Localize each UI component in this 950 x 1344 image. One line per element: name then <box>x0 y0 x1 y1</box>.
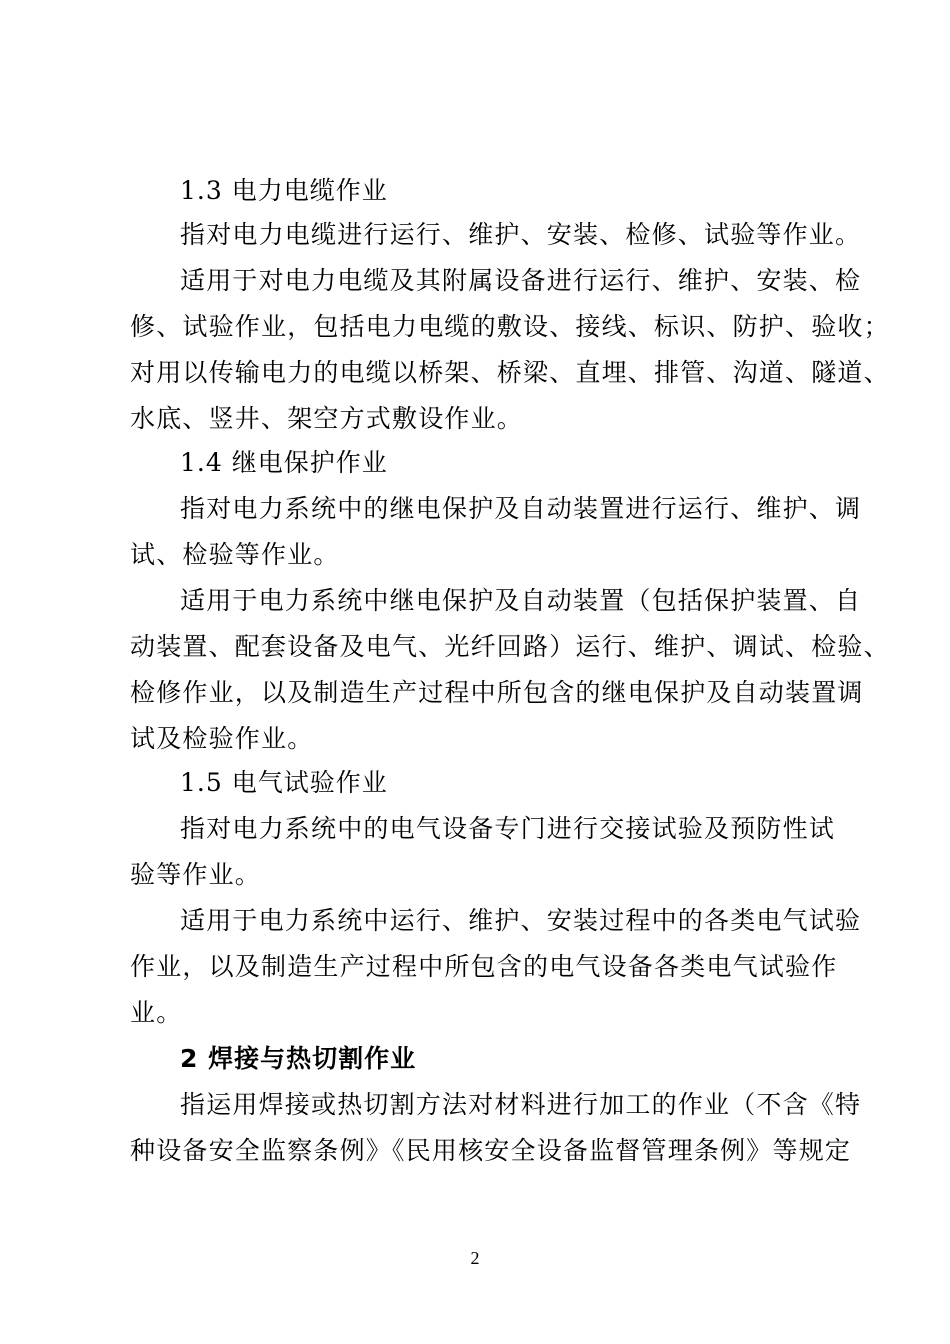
paragraph-line: 指对电力电缆进行运行、维护、安装、检修、试验等作业。 <box>180 220 862 249</box>
paragraph-line: 指对电力系统中的继电保护及自动装置进行运行、维护、调 <box>180 494 862 523</box>
page-number: 2 <box>470 1248 480 1268</box>
paragraph-line: 指运用焊接或热切割方法对材料进行加工的作业（不含《特 <box>180 1090 862 1119</box>
paragraph-line: 对用以传输电力的电缆以桥架、桥梁、直埋、排管、沟道、隧道、 <box>130 358 890 387</box>
paragraph-line: 适用于电力系统中运行、维护、安装过程中的各类电气试验 <box>180 906 862 935</box>
section-heading-2: 2 焊接与热切割作业 <box>180 1044 417 1073</box>
paragraph-line: 修、试验作业，包括电力电缆的敷设、接线、标识、防护、验收； <box>130 312 890 341</box>
paragraph-line: 作业，以及制造生产过程中所包含的电气设备各类电气试验作 <box>130 952 838 981</box>
paragraph-line: 业。 <box>130 998 183 1027</box>
paragraph-line: 指对电力系统中的电气设备专门进行交接试验及预防性试 <box>180 814 836 843</box>
section-heading-1-4: 1.4 继电保护作业 <box>180 448 388 477</box>
paragraph-line: 试、检验等作业。 <box>130 540 340 569</box>
paragraph-line: 检修作业，以及制造生产过程中所包含的继电保护及自动装置调 <box>130 678 864 707</box>
paragraph-line: 验等作业。 <box>130 860 262 889</box>
paragraph-line: 适用于电力系统中继电保护及自动装置（包括保护装置、自 <box>180 586 862 615</box>
section-heading-1-3: 1.3 电力电缆作业 <box>180 176 388 205</box>
paragraph-line: 水底、竖井、架空方式敷设作业。 <box>130 404 524 433</box>
section-heading-1-5: 1.5 电气试验作业 <box>180 768 388 797</box>
paragraph-line: 种设备安全监察条例》《民用核安全设备监督管理条例》等规定 <box>130 1136 852 1165</box>
paragraph-line: 试及检验作业。 <box>130 724 314 753</box>
paragraph-line: 动装置、配套设备及电气、光纤回路）运行、维护、调试、检验、 <box>130 632 890 661</box>
paragraph-line: 适用于对电力电缆及其附属设备进行运行、维护、安装、检 <box>180 266 862 295</box>
